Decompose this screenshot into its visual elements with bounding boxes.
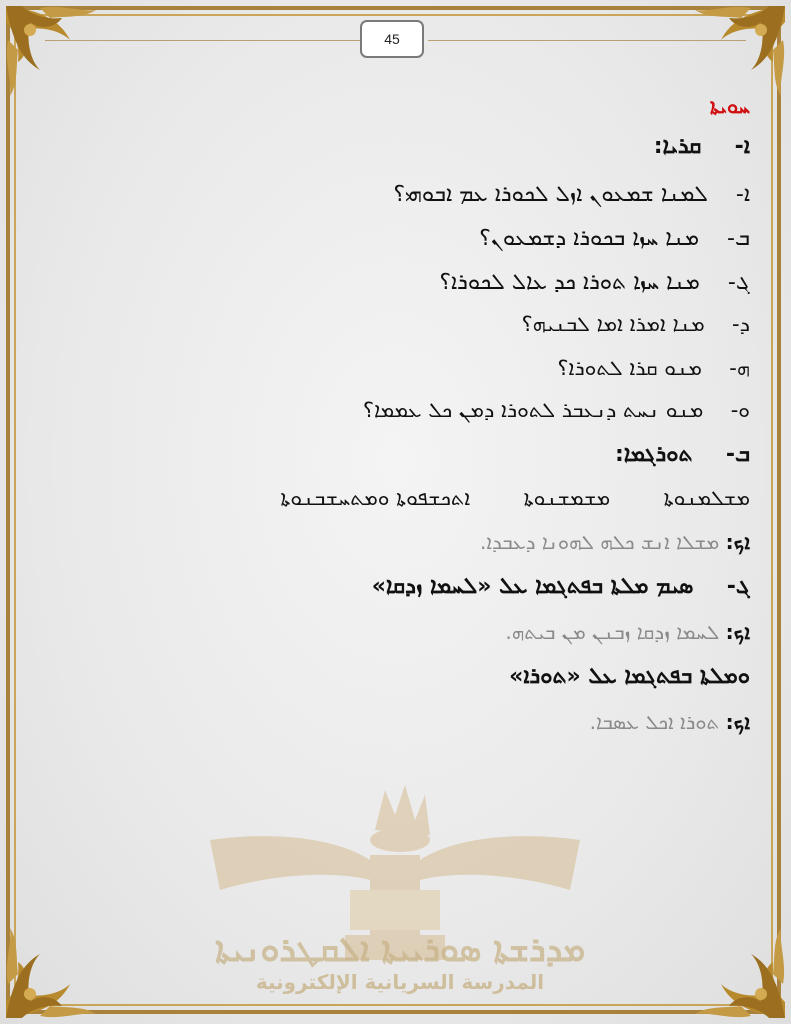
question-text: ܡܢܘ ܢܚܬ ܕܢܥܒܪ ܠܬܘܪܐ ܕܡܢ ܟܠ ܥܡܡܐ؟ [362,398,704,422]
part-a-title: ܩܪܝܐ: [653,134,702,159]
example-text: ܡܫܠܐ ܐܢܫ ܟܠܗ ܠܗܘܢܐ ܕܥܒܕܐ. [480,530,720,554]
example-text: ܠܚܡܐ ܙܕܩܐ ܙܒܢܢ ܡܢ ܒܝܬܗ. [505,620,720,644]
example-label: ܐܟ: [725,710,750,734]
question-marker: ܐ- [735,182,750,207]
question-marker: ܒ- [727,226,750,251]
example-label: ܐܟ: [725,620,750,644]
header-rule-left [45,40,360,41]
question-row [557,356,750,381]
question-row [479,226,750,251]
example-row [480,530,750,554]
page-number: 45 [360,20,424,58]
vocabulary-row [280,486,750,511]
vocabulary-word: ܡܫܠܡܢܘܬܐ [663,486,750,510]
part-c-heading [372,574,750,599]
part-b-heading [615,442,750,467]
header-rule-right [428,40,746,41]
example-label: ܐܟ: [725,530,750,554]
part-c-label: ܓ- [726,574,750,599]
part-d-heading: ܘܡܠܬܐ ܒܦܬܓܡܐ ܥܠ «ܬܘܪܐ» [509,664,750,689]
question-marker: ܕ- [732,312,750,336]
part-b-title: ܬܘܪܓܡܐ: [614,442,693,467]
question-marker: ܓ- [727,270,750,295]
corner-ornament-icon [671,904,791,1024]
question-text: ܡܢܐ ܚܙܐ ܬܘܪܐ ܟܕ ܥܐܠ ܠܟܘܪܐ؟ [439,270,700,295]
question-text: ܡܢܐ ܚܙܐ ܒܟܘܪܐ ܕܫܡܥܘܢ؟ [479,226,700,251]
question-row [393,182,750,207]
watermark-arabic-text: المدرسة السريانية الإلكترونية [255,970,545,994]
example-text: ܬܘܪܐ ܐܟܠ ܥܣܒܐ. [589,710,720,734]
vocabulary-word: ܡܫܡܫܢܘܬܐ [523,486,611,510]
part-a-heading [654,134,750,159]
question-text: ܡܢܐ ܐܡܪܐ ܐܡܐ ܠܒܢܝܗ؟ [521,312,705,336]
part-a-label: ܐ- [734,134,750,159]
section-title: ܚܘܝܬܐ [709,94,750,118]
watermark-syriac-text: ܡܕܪܫܬܐ ܣܘܪܝܝܬܐ ܐܠܩܛܪܘܢܝܬܐ [214,930,586,970]
question-row [522,312,750,337]
part-b-label: ܒ- [725,442,750,467]
question-row [439,270,750,295]
corner-ornament-icon [0,0,120,120]
example-row [505,620,750,644]
example-row [590,710,750,734]
corner-ornament-icon [0,904,120,1024]
question-row [363,398,750,423]
question-text: ܡܢܘ ܩܪܐ ܠܬܘܪܐ؟ [557,356,702,380]
part-c-title: ܣܝܡ ܡܠܬܐ ܒܦܬܓܡܐ ܥܠ «ܠܚܡܐ ܙܕܩܐ» [371,574,694,599]
vocabulary-word: ܐܬܟܫܦܘܬܐ ܘܡܬܚܫܒܢܘܬܐ [280,486,471,510]
question-marker: ܗ- [729,356,750,380]
question-text: ܠܡܢܐ ܫܡܥܘܢ ܐܙܠ ܠܟܘܪܐ ܥܡ ܐܒܘܗܝ؟ [393,182,708,207]
question-marker: ܘ- [730,398,750,422]
